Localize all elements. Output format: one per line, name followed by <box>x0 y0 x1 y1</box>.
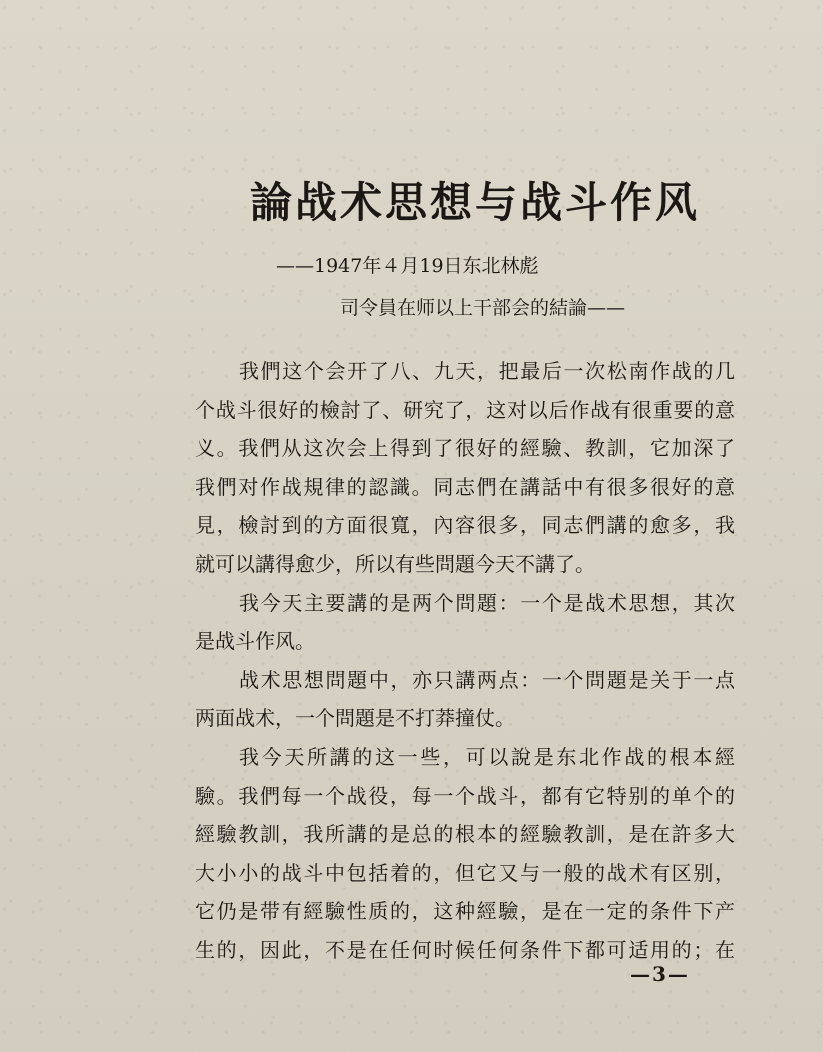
body-line: 个战斗很好的檢討了、研究了，这对以后作战有很重要的意 <box>195 397 735 422</box>
page-number: —3— <box>630 962 690 986</box>
body-line: 是战斗作风。 <box>195 629 315 654</box>
body-line: 两面战术，一个問題是不打莽撞仗。 <box>195 706 515 731</box>
body-line: 它仍是带有經驗性质的，这种經驗，是在一定的条件下产 <box>195 899 735 924</box>
subtitle-line-1: ——1947年４月19日东北林彪 <box>276 255 539 277</box>
body-line: 見，檢討到的方面很寬，內容很多，同志們講的愈多，我 <box>195 513 735 538</box>
body-line: 战术思想問題中，亦只講两点：一个問題是关于一点 <box>239 667 735 692</box>
body-line: 經驗教訓，我所講的是总的根本的經驗教訓，是在許多大 <box>195 822 735 847</box>
body-line: 我們对作战規律的認識。同志們在講話中有很多很好的意 <box>195 474 735 499</box>
body-line: 我們这个会开了八、九天，把最后一次松南作战的几 <box>239 359 735 383</box>
subtitle-line-2: 司令員在师以上干部会的結論—— <box>340 297 626 319</box>
body-line: 我今天所講的这一些，可以說是东北作战的根本經 <box>239 744 735 769</box>
article-title: 論战术思想与战斗作风 <box>250 178 701 227</box>
body-line: 义。我們从这次会上得到了很好的經驗、教訓，它加深了 <box>195 436 735 461</box>
body-line: 驗。我們每一个战役，每一个战斗，都有它特别的单个的 <box>195 783 735 808</box>
body-line: 大小小的战斗中包括着的，但它又与一般的战术有区别， <box>195 860 735 885</box>
body-line: 就可以講得愈少，所以有些問題今天不講了。 <box>195 551 595 576</box>
article-body <box>195 352 735 970</box>
body-line: 我今天主要講的是两个問題：一个是战术思想，其次 <box>239 590 735 615</box>
body-line: 生的，因此，不是在任何时候任何条件下都可适用的；在 <box>195 937 735 962</box>
